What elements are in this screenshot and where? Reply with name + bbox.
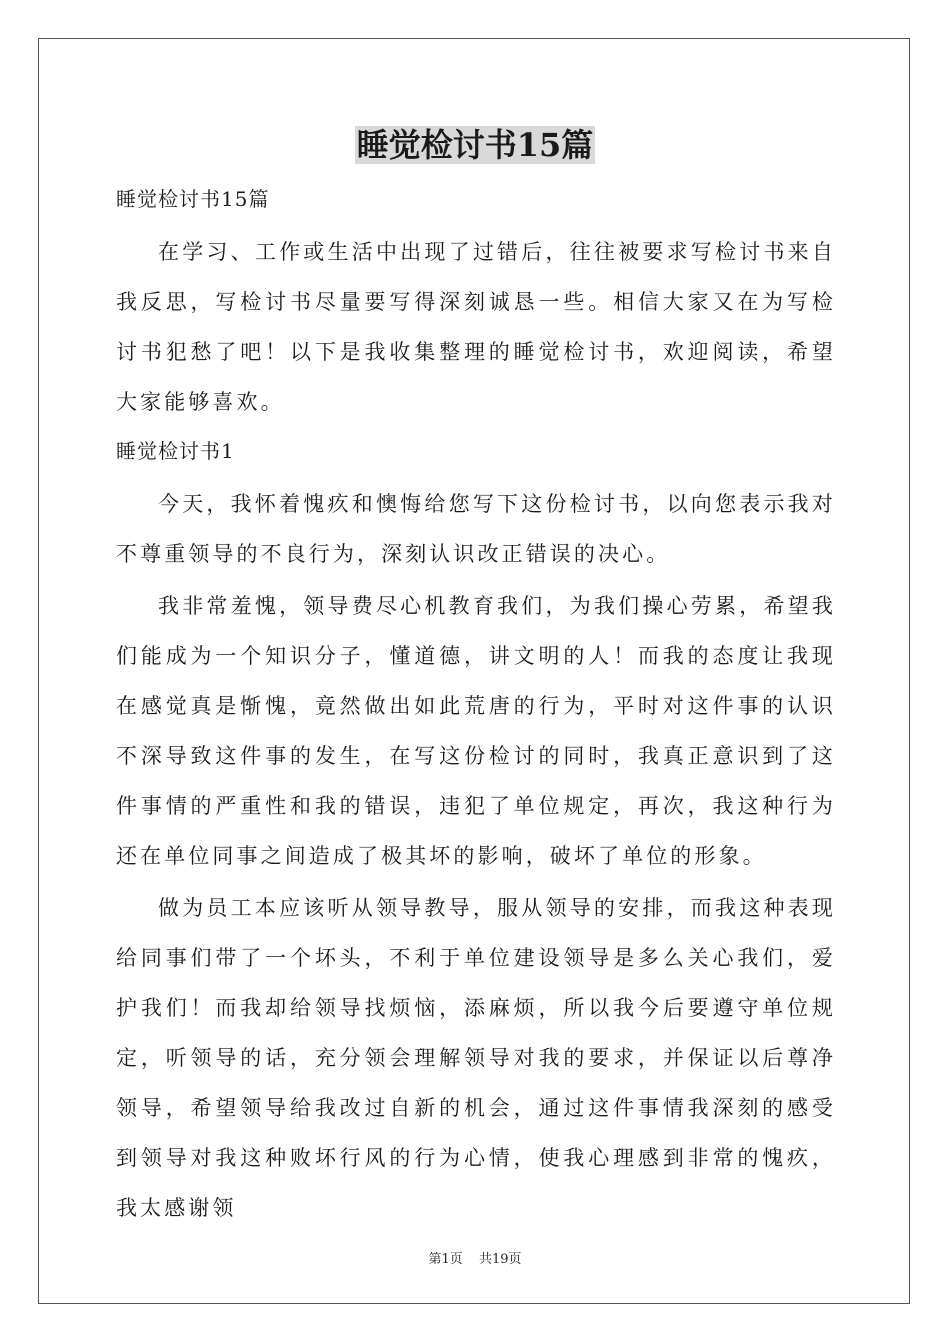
intro-paragraph: 在学习、工作或生活中出现了过错后，往往被要求写检讨书来自我反思，写检讨书尽量要写得深刻诚恳一些。相信大家又在为写检讨书犯愁了吧！以下是我收集整理的睡觉检讨书，欢迎阅读，希望大家能够喜欢。 (116, 240, 836, 414)
document-title (0, 124, 950, 166)
section-heading: 睡觉检讨书1 (116, 439, 235, 463)
body-paragraph-3: 做为员工本应该听从领导教导，服从领导的安排，而我这种表现给同事们带了一个坏头，不利于单位建设领导是多么关心我们，爱护我们！而我却给领导找烦恼，添麻烦，所以我今后要遵守单位规定，听领导的话，充分领会理解领导对我的要求，并保证以后尊净领导，希望领导给我改过自新的机会，通过这件事情我深刻的感受到领导对我这种败坏行风的行为心情，使我心理感到非常的愧疚，我太感谢领 (116, 896, 836, 1220)
document-body (116, 179, 836, 1233)
document-title-text: 睡觉检讨书15篇 (356, 126, 594, 164)
page-total: 共19页 (478, 1252, 522, 1267)
body-paragraph-1: 今天，我怀着愧疚和懊悔给您写下这份检讨书，以向您表示我对不尊重领导的不良行为，深刻认识改正错误的决心。 (116, 492, 836, 566)
page-current: 第1页 (428, 1252, 463, 1267)
page-footer (0, 1248, 950, 1267)
body-paragraph-2: 我非常羞愧，领导费尽心机教育我们，为我们操心劳累，希望我们能成为一个知识分子，懂道德，讲文明的人！而我的态度让我现在感觉真是惭愧，竟然做出如此荒唐的行为，平时对这件事的认识不深导致这件事的发生，在写这份检讨的同时，我真正意识到了这件事情的严重性和我的错误，违犯了单位规定，再次，我这种行为还在单位同事之间造成了极其坏的影响，破坏了单位的形象。 (116, 594, 836, 868)
document-subtitle: 睡觉检讨书15篇 (116, 187, 270, 211)
